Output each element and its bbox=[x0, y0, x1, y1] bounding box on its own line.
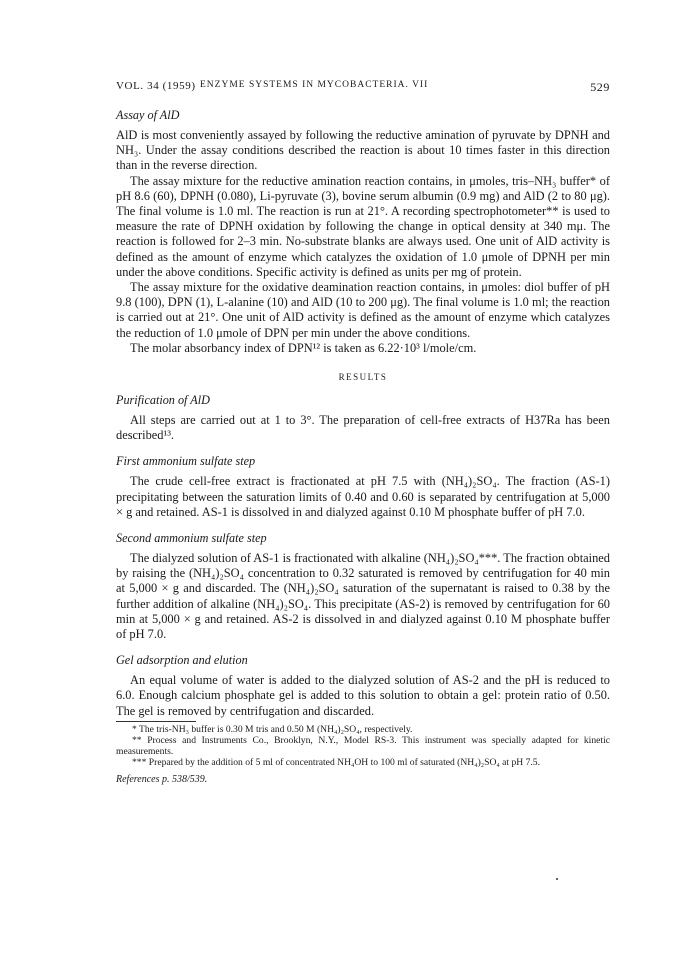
page-number: 529 bbox=[590, 80, 610, 94]
volume-year: VOL. 34 (1959) bbox=[116, 80, 196, 92]
results-heading: RESULTS bbox=[338, 372, 388, 383]
page-speck bbox=[556, 878, 558, 880]
purification-paragraph: All steps are carried out at 1 to 3°. The preparation of cell-free extracts of H37Ra has been described¹³. bbox=[116, 413, 610, 443]
gel-paragraph: An equal volume of water is added to the dialyzed solution of AS-2 and the pH is reduced to 6.0. Enough calcium phosphate gel is added to this solution to obtain a gel: protein ratio of 0.50. The gel is removed by centrifugation and discarded. bbox=[116, 673, 610, 718]
gel-heading: Gel adsorption and elution bbox=[116, 653, 248, 668]
assay-paragraph-1: AlD is most conveniently assayed by following the reductive amination of pyruvate by DPNH and NH₃. Under the assay conditions described the reaction is about 10 times faster in this direction than in the reverse direction. bbox=[116, 128, 610, 173]
article-body bbox=[116, 108, 610, 785]
footnote-2: ** Process and Instruments Co., Brooklyn, N.Y., Model RS-3. This instrument was specially adapted for kinetic measurements. bbox=[116, 734, 610, 757]
footnote-1: * The tris-NH₃ buffer is 0.30 M tris and 0.50 M (NH₄)₂SO₄, respectively. bbox=[132, 723, 413, 735]
first-step-paragraph: The crude cell-free extract is fractionated at pH 7.5 with (NH₄)₂SO₄. The fraction (AS-1) precipitating between the saturation limits of 0.40 and 0.60 is separated by centrifugation at 5,000 × g and retained. AS-1 is dissolved in and dialyzed against 0.10 M phosphate buffer of pH 7.0. bbox=[116, 474, 610, 519]
assay-paragraph-3: The assay mixture for the oxidative deamination reaction contains, in μmoles: diol buffer of pH 9.8 (100), DPN (1), L-alanine (10) and AlD (10 to 200 μg). The final volume is 1.0 ml; the reaction is carried out at 21°. One unit of AlD activity is defined as the amount of enzyme which catalyzes the reduction of 1.0 μmole of DPN per min under the above conditions. bbox=[116, 280, 610, 340]
footnote-rule bbox=[116, 721, 196, 722]
footnote-3: *** Prepared by the addition of 5 ml of concentrated NH₄OH to 100 ml of saturated (NH₄)₂SO₄ at pH 7.5. bbox=[132, 756, 540, 768]
references-note: References p. 538/539. bbox=[116, 773, 208, 785]
second-step-paragraph: The dialyzed solution of AS-1 is fractionated with alkaline (NH₄)₂SO₄***. The fraction obtained by raising the (NH₄)₂SO₄ concentration to 0.32 saturated is removed by centrifugation for 40 min at 5,000 × g and discarded. The (NH₄)₂SO₄ saturation of the supernatant is raised to 0.38 by the further addition of alkaline (NH₄)₂SO₄. This precipitate (AS-2) is removed by centrifugation for 60 min at 5,000 × g and retained. AS-2 is dissolved in and dialyzed against 0.10 M phosphate buffer of pH 7.0. bbox=[116, 551, 610, 642]
purification-heading: Purification of AlD bbox=[116, 393, 210, 408]
assay-paragraph-2: The assay mixture for the reductive amination reaction contains, in μmoles, tris–NH₃ buffer* of pH 8.6 (60), DPNH (0.080), Li-pyruvate (3), bovine serum albumin (0.9 mg) and AlD (2 to 80 μg). The final volume is 1.0 ml. The reaction is run at 21°. A recording spectrophotometer** is used to measure the rate of DPNH oxidation by following the change in optical density at 340 mμ. The reaction is followed for 2–3 min. No-substrate blanks are always used. One unit of AlD activity is defined as the amount of enzyme which catalyzes the oxidation of 1.0 μmole of DPNH per min under the above conditions. Specific activity is defined as units per mg of protein. bbox=[116, 173, 610, 279]
assay-heading: Assay of AlD bbox=[116, 108, 180, 122]
second-step-heading: Second ammonium sulfate step bbox=[116, 531, 267, 546]
running-title: ENZYME SYSTEMS IN MYCOBACTERIA. VII bbox=[200, 80, 429, 90]
assay-paragraph-4: The molar absorbancy index of DPN¹² is taken as 6.22·10³ l/mole/cm. bbox=[130, 340, 477, 355]
first-step-heading: First ammonium sulfate step bbox=[116, 454, 256, 469]
